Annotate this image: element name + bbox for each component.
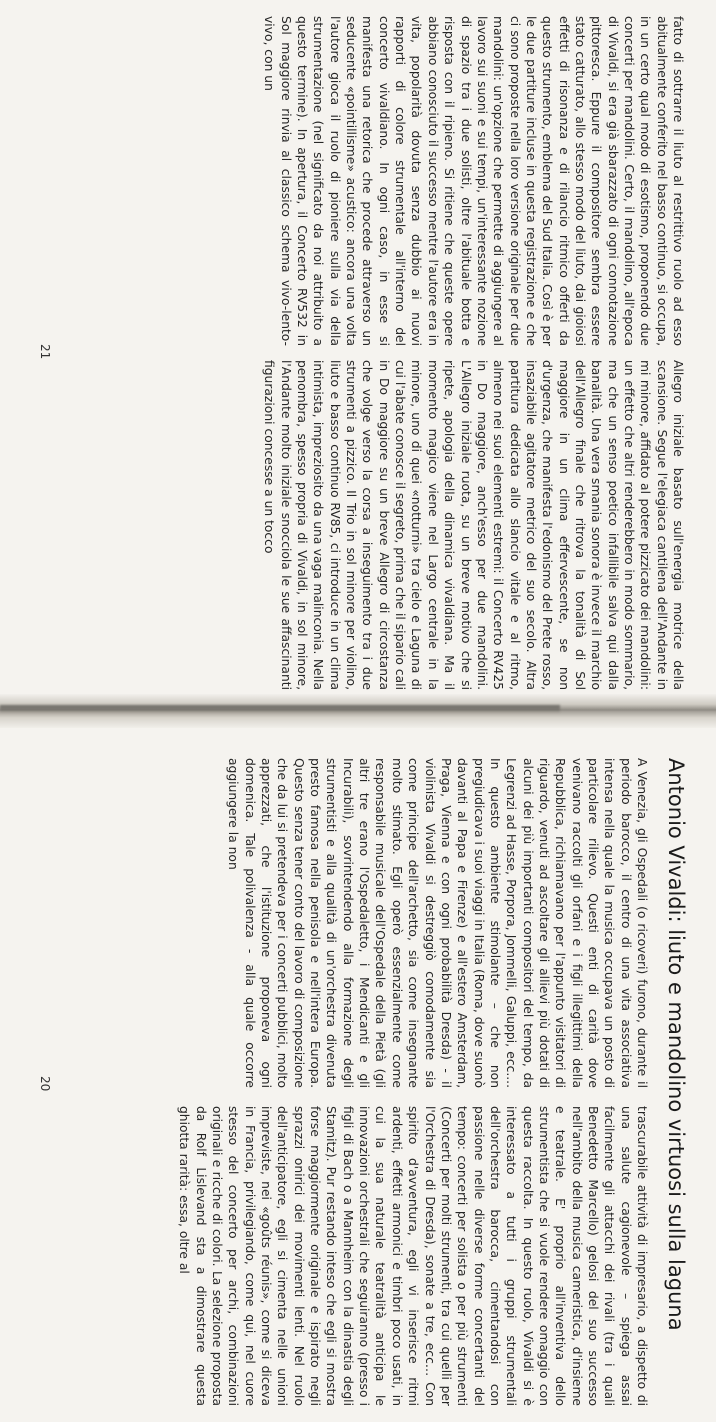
page-20: [0, 718, 716, 1422]
page-21-content: [0, 0, 716, 704]
page-21-column-2: [261, 360, 686, 690]
page-title: Antonio Vivaldi: liuto e mandolino virtuosi sulla laguna: [664, 758, 688, 1331]
page-20-content: [0, 718, 716, 1422]
column-text: A Venezia, gli Ospedali (o ricoveri) furono, durante il periodo barocco, il centro di una vita associativa intensa nella quale la musica occupava un posto di particolare rilievo. Questi enti di carità dove venivano raccolti gli orfani e i figli illegittimi della Repubblica, richiamavano per l'appunto visitatori di riguardo, venuti ad ascoltare gli allievi più dotati di alcuni dei più importanti compositori del tempo, da Legrenzi ad Hasse, Porpora, Jommelli, Galuppi, ecc.... In questo ambiente stimolante – che non pregiudicava i suoi viaggi in Italia (Roma, dove suonò davanti al Papa e Firenze) e all'estero Amsterdam, Praga, Vienna e con ogni probabilità Dresda) - il violinista Vivaldi si destreggiò comodamente sia come principe dell'archetto, sia come insegnante molto stimato. Egli operò essenzialmente come responsabile musicale dell'Ospedale della Pietà (gli altri tre erano l'Ospedaletto, i Mendicanti e gli Incurabili), sovrintendendo alla formazione degli strumentisti e alla qualità di un'orchestra divenuta presto famosa nella penisola e nell'intera Europa. Questo senza tener conto del lavoro di composizione che da lui si pretendeva per i concerti pubblici, molto apprezzati, che l'istituzione proponeva ogni domenica. Tale polivalenza - alla quale occorre aggiungere la non: [226, 758, 649, 1088]
page-number-21: 21: [38, 344, 52, 360]
page-number-20: 20: [38, 1076, 52, 1092]
column-text: Allegro iniziale basato sull'energia motrice della scansione. Segue l'elegiaca cantilena dell'Andante in mi minore, affidato al potere pizzicato dei mandolini: un effetto che altri renderebbero in modo sommario, ma che un senso poetico infallibile salva qui dalla banalità. Una vera smania sonora è invece il marchio dell'Allegro finale che ritrova la tonalità di Sol maggiore in un clima effervescente, se non d'urgenza, che manifesta l'edonismo del Prete rosso, insaziabile agitatore metrico del suo secolo. Altra partitura dedicata allo slancio vitale e al ritmo, almeno nei suoi elementi estremi: il Concerto RV425 in Do maggiore, anch'esso per due mandolini. L'Allegro iniziale ruota, su un breve motivo che si ripete, apologia della dinamica vivaldiana. Ma il momento magico viene nel Largo centrale in la minore, uno di quei «notturni» tra cielo e Laguna di cui l'abate conosce il segreto, prima che il sipario cali in Do maggiore su un breve Allegro di circostanza che volge verso la corsa a inseguimento tra i due strumenti a pizzico. Il Trio in sol minore per violino, liuto e basso continuo RV85, ci introduce in un clima intimista, impreziosito da una vaga malinconia. Nella penombra, spesso propria di Vivaldi, in sol minore, l'Andante molto iniziale snocciola le sue affascinanti figurazioni concesse a un tocco: [262, 360, 685, 690]
page-20-column-2: [176, 1106, 650, 1406]
spine-shadow: [0, 705, 560, 713]
column-text: trascurabile attività di impresario, a dispetto di una salute cagionevole – spiega assai facilmente gli attacchi dei rivali (tra i quali Benedetto Marcello) gelosi del suo successo nell'ambito della musica cameristica, d'insieme e teatrale. E' proprio all'inventiva dello strumentista che si vuole rendere omaggio con questa raccolta. In questo ruolo, Vivaldi si è interessato a tutti i gruppi strumentali dell'orchestra barocca, cimentandosi con passione nelle diverse forme concertanti del tempo: concerti per solista o per più strumenti (Concerti per molti strumenti, tra cui quelli per l'Orchestra di Dresda), sonate a tre, ecc… Con spirito d'avventura, egli vi inserisce ritmi ardenti, effetti armonici e timbri poco usati, in cui la sua naturale teatralità anticipa le innovazioni orchestrali che seguiranno (presso i figli di Bach o a Mannheim con la dinastia degli Stamitz). Pur restando inteso che egli si mostra forse maggiormente originale e ispirato negli sprazzi onirici dei movimenti lenti. Nel ruolo dell'anticipatore, egli si cimenta nelle unioni impreviste, nei «goûts réunis», come si diceva in Francia, privilegiando, come qui, nel cuore stesso del concerto per archi, combinazioni originali e ricche di colori. La selezione proposta da Rolf Lislevand sta a dimostrare questa ghiotta rarità: essa, oltre al: [177, 1106, 649, 1406]
page-21: [0, 0, 716, 704]
column-text: fatto di sottrarre il liuto al restrittivo ruolo ad esso abitualmente conferito nel basso continuo, si occupa, in un certo qual modo di esotismo, proponendo due concerti per mandolini. Certo, il mandolino, all'epoca di Vivaldi, si era già sbarazzato di ogni connotazione pittoresca. Eppure il compositore sembra essere stato catturato, allo stesso modo del liuto, dai gioiosi effetti di risonanza e di rilancio ritmico offerti da questo strumento, emblema del Sud Italia. Così è per le due partiture incluse in questa registrazione e che ci sono proposte nella loro versione originale per due mandolini: un'opzione che permette di aggiungere al lavoro sui suoni e sui tempi, un'interessante nozione di spazio tra i due solisti, oltre l'abituale botta e risposta con il ripieno. Si ritiene che queste opere abbiano conosciuto il successo mentre l'autore era in vita, popolarità dovuta senza dubbio ai nuovi rapporti di colore strumentale all'interno del concerto vivaldiano. In ogni caso, in esse si manifesta una retorica che procede attraverso un seducente «pointillisme» acustico: ancora una volta l'autore gioca il ruolo di pioniere sulla via della strumentazione (nel significato da noi attribuito a questo termine). In apertura, il Concerto RV532 in Sol maggiore rinvia al classico schema vivo-lento-vivo, con un: [262, 16, 685, 346]
page-20-column-1: [225, 758, 650, 1088]
page-21-column-1: [261, 16, 686, 346]
